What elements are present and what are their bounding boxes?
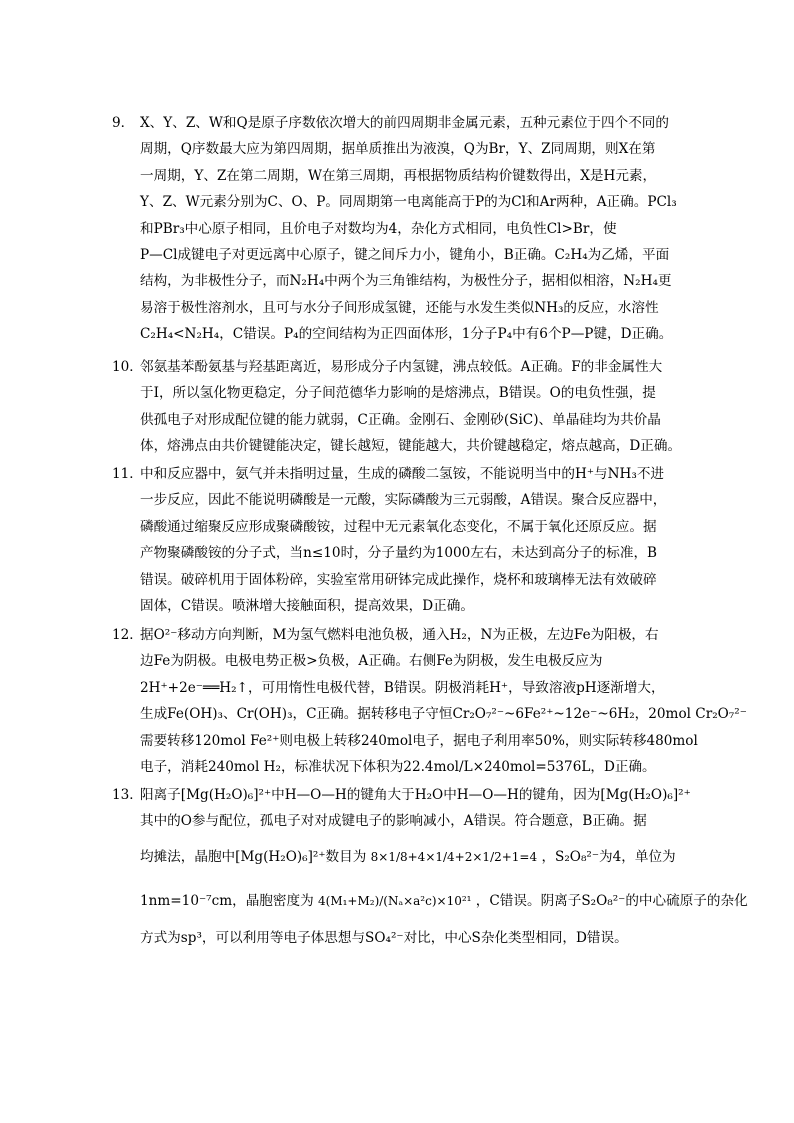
item-text-line: 2H⁺+2e⁻══H₂↑，可用惰性电极代替，B错误。阴极消耗H⁺，导致溶液pH逐渐增大， — [140, 679, 665, 696]
item-text-line: 据O²⁻移动方向判断，M为氢气燃料电池负极，通入H₂，N为正极，左边Fe为阳极，右 — [140, 627, 659, 643]
density-formula: 4(M₁+M₂)/(Nₐ×a²c)×10²¹ — [318, 894, 472, 909]
item-number: 9． — [112, 115, 135, 131]
item-text-line: 磷酸通过缩聚反应形成聚磷酸铵，过程中无元素氧化态变化，不属于氧化还原反应。据 — [140, 518, 657, 535]
item-text-line: 均摊法，晶胞中[Mg(H₂O)₆]²⁺数目为 — [140, 848, 367, 865]
item-text-line: 体，熔沸点由共价键键能决定，键长越短，键能越大，共价键越稳定，熔点越高，D正确。 — [140, 438, 682, 455]
item-number: 12． — [112, 627, 143, 643]
item-text-line: 电子，消耗240mol H₂，标准状况下体积为22.4mol/L×240mol=5376L，D正确。 — [140, 758, 656, 775]
item-text-line: P—Cl成键电子对更远离中心原子，键之间斥力小，键角小，B正确。C₂H₄为乙烯，平面 — [140, 246, 670, 263]
answer-item-13 — [112, 782, 748, 953]
item-text-line: 错误。破碎机用于固体粉碎，实验室常用研钵完成此操作，烧杯和玻璃棒无法有效破碎 — [140, 571, 657, 588]
item-text-line: ，C错误。阴离子S₂O₈²⁻的中心硫原子的杂化 — [475, 892, 748, 909]
unit-cell-count-formula: 8×1/8+4×1/4+2×1/2+1=4 — [370, 850, 538, 865]
item-number: 10． — [112, 359, 143, 375]
answer-item-10 — [112, 354, 682, 460]
item-text-line: Y、Z、W元素分别为C、O、P。同周期第一电离能高于P的为Cl和Ar两种，A正确。PCl₃ — [140, 194, 677, 211]
item-text-line: 于I，所以氢化物更稳定，分子间范德华力影响的是熔沸点，B错误。O的电负性强，提 — [140, 385, 656, 402]
item-number: 11． — [112, 466, 143, 482]
item-number: 13． — [112, 787, 143, 803]
item-text-line: 邻氨基苯酚氨基与羟基距离近，易形成分子内氢键，沸点较低。A正确。F的非金属性大 — [140, 359, 663, 375]
item-text-line: 需要转移120mol Fe²⁺则电极上转移240mol电子，据电子利用率50%，则实际转移480mol — [140, 732, 698, 749]
item-text-line: 结构，为非极性分子，而N₂H₄中两个为三角锥结构，为极性分子，据相似相溶，N₂H₄更 — [140, 273, 672, 290]
item-text-line: 周期，Q序数最大应为第四周期，据单质推出为液溴，Q为Br，Y、Z同周期，则X在第 — [140, 141, 656, 158]
item-text-line: 产物聚磷酸铵的分子式，当n≤10时，分子量约为1000左右，未达到高分子的标准，B — [140, 545, 658, 562]
item-text-line: 阳离子[Mg(H₂O)₆]²⁺中H—O—H的键角大于H₂O中H—O—H的键角，因为[Mg(H₂O)₆]²⁺ — [140, 787, 691, 803]
item-text-line: 其中的O参与配位，孤电子对对成键电子的影响减小，A错误。符合题意，B正确。据 — [140, 813, 647, 830]
answer-item-9 — [112, 110, 682, 348]
item-text-line: 边Fe为阴极。电极电势正极>负极，A正确。右侧Fe为阴极，发生电极反应为 — [140, 653, 603, 670]
item-text-line: 方式为sp³，可以利用等电子体思想与SO₄²⁻对比，中心S杂化类型相同，D错误。 — [140, 929, 628, 946]
item-text-line: 和PBr₃中心原子相同，且价电子对数均为4，杂化方式相同，电负性Cl>Br，使 — [140, 220, 617, 237]
item-text-line: ，S₂O₈²⁻为4，单位为 — [541, 848, 676, 865]
item-text-line: 一周期，Y、Z在第二周期，W在第三周期，再根据物质结构价键数得出，X是H元素， — [140, 167, 657, 184]
item-text-line: 一步反应，因此不能说明磷酸是一元酸，实际磷酸为三元弱酸，A错误。聚合反应器中， — [140, 492, 667, 509]
answer-item-11 — [112, 461, 682, 619]
item-text-line: 生成Fe(OH)₃、Cr(OH)₃，C正确。据转移电子守恒Cr₂O₇²⁻~6Fe²⁺~12e⁻~6H₂，20mol Cr₂O₇²⁻ — [140, 706, 747, 723]
item-text-line: X、Y、Z、W和Q是原子序数依次增大的前四周期非金属元素，五种元素位于四个不同的 — [140, 115, 669, 131]
item-text-line: 易溶于极性溶剂水，且可与水分子间形成氢键，还能与水发生类似NH₃的反应，水溶性 — [140, 299, 659, 316]
item-text-line: 固体，C错误。喷淋增大接触面积，提高效果，D正确。 — [140, 597, 474, 614]
answer-item-12 — [112, 622, 747, 780]
item-text-line: 1nm=10⁻⁷cm，晶胞密度为 — [140, 892, 314, 909]
item-text-line: C₂H₄<N₂H₄，C错误。P₄的空间结构为正四面体形，1分子P₄中有6个P—P键，D正确。 — [140, 326, 673, 343]
item-text-line: 供孤电子对形成配位键的能力就弱，C正确。金刚石、金刚砂(SiC)、单晶硅均为共价晶 — [140, 411, 661, 428]
item-text-line: 中和反应器中，氨气并未指明过量，生成的磷酸二氢铵，不能说明当中的H⁺与NH₃不进 — [140, 466, 665, 482]
